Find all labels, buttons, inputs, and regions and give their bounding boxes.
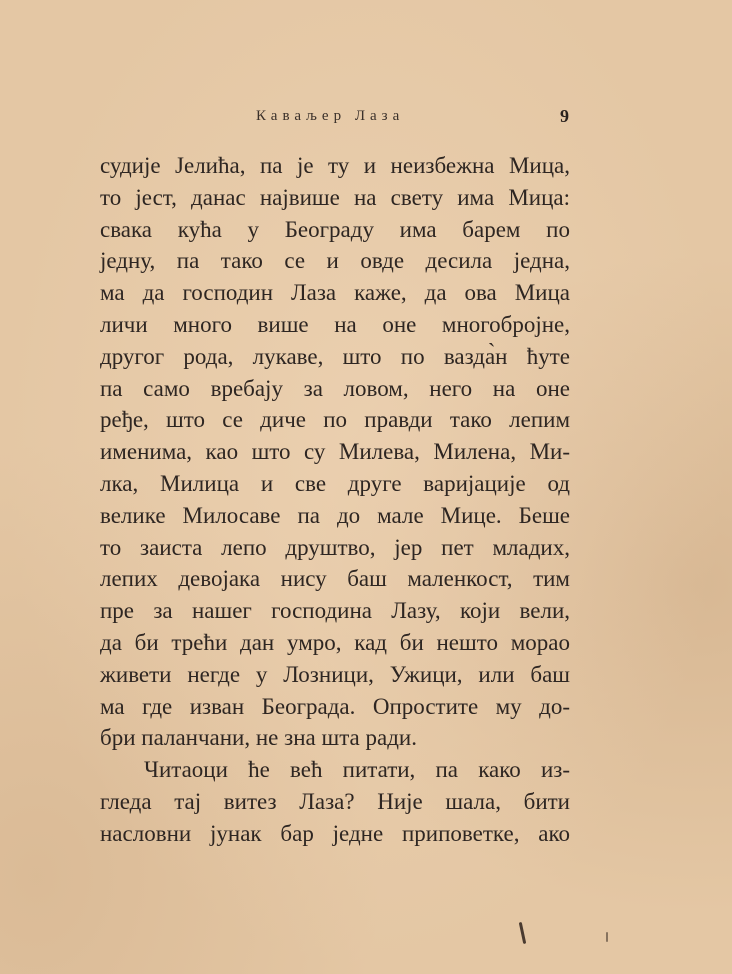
ink-mark [606, 932, 608, 942]
text-line: ма где изван Београда. Опростите му до- [100, 693, 570, 719]
text-line: Читаоци ће већ питати, па како из- [144, 757, 570, 783]
text-line: насловни јунак бар једне приповетке, ако [100, 820, 570, 846]
text-line: бри паланчани, не зна шта ради. [100, 725, 417, 751]
text-line: то јест, данас највише на свету има Мица: [100, 184, 570, 210]
text-line: ређе, што се диче по правди тако лепим [100, 407, 570, 433]
text-line: судије Јелића, па је ту и неизбежна Мица, [100, 153, 570, 178]
text-line: то заиста лепо друштво, јер пет младих, [100, 534, 570, 560]
text-line: пре за нашег господина Лазу, који вели, [100, 598, 570, 624]
text-line: личи много више на оне многобројне, [100, 311, 570, 337]
text-line: другог рода, лукаве, што по вазда̀н ћуте [100, 343, 570, 369]
text-line: једну, па тако се и овде десила једна, [100, 248, 570, 274]
ink-mark [519, 922, 527, 944]
text-line: па само вребају за ловом, него на оне [100, 375, 570, 401]
body-text [100, 150, 570, 850]
text-line: свака кућа у Београду има барем по [100, 216, 570, 242]
text-line: да би трећи дан умро, кад би нешто морао [100, 629, 570, 655]
text-line: лка, Милица и све друге варијације од [100, 470, 570, 496]
text-line: ма да господин Лаза каже, да ова Мица [100, 280, 570, 306]
text-line: лепих девојака нису баш маленкост, тим [100, 566, 570, 592]
text-line: гледа тај витез Лаза? Није шала, бити [100, 788, 570, 814]
running-head: Каваљер Лаза [256, 108, 405, 124]
text-line: именима, као што су Милева, Милена, Ми- [100, 439, 570, 465]
text-line: велике Милосаве па до мале Мице. Беше [100, 502, 570, 528]
text-line: живети негде у Лозници, Ужици, или баш [100, 661, 570, 687]
page-number: 9 [560, 106, 569, 126]
